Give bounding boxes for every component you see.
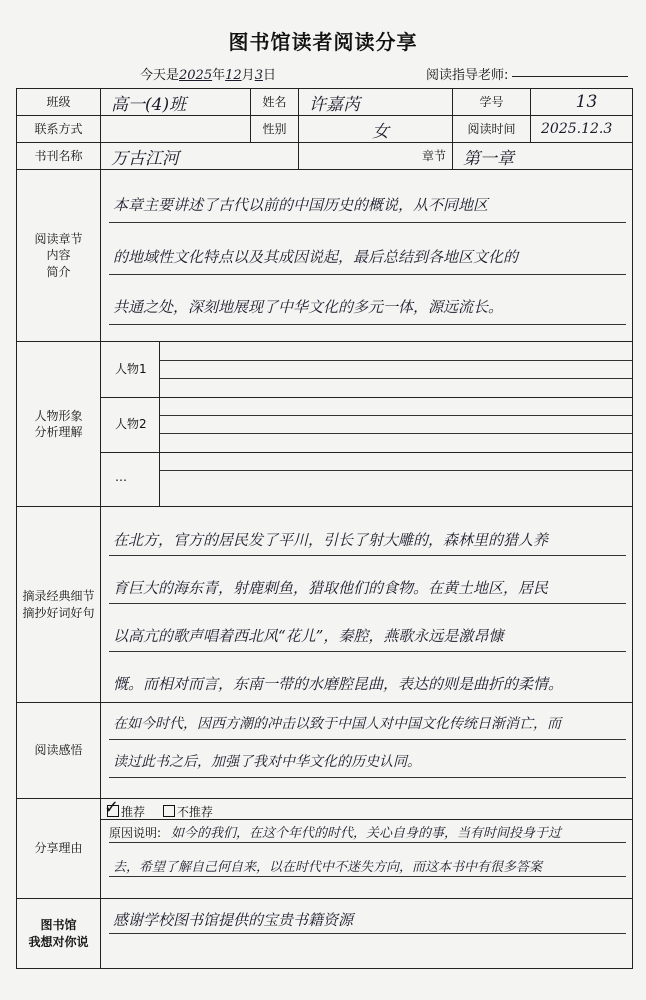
gender-value[interactable]: 女 (299, 116, 453, 143)
character-1-field[interactable] (159, 342, 632, 397)
character-2-field[interactable] (159, 397, 632, 452)
not-recommend-label: 不推荐 (176, 805, 213, 819)
date-prefix: 今天是 (140, 68, 180, 83)
excerpt-area[interactable] (101, 507, 633, 703)
character-1-label: 人物1 (115, 362, 147, 376)
teacher-underline (512, 76, 628, 77)
characters-area (101, 342, 633, 507)
feelings-text-2: 读过此书之后，加强了我对中华文化的历史认同。 (113, 754, 421, 770)
name-label: 姓名 (251, 89, 299, 116)
character-2-label: 人物2 (115, 417, 147, 431)
recommend-label: 推荐 (121, 805, 146, 819)
contact-label: 联系方式 (17, 116, 101, 143)
chapter-label: 章节 (299, 143, 453, 170)
reason-line (109, 842, 626, 843)
feelings-area[interactable] (101, 703, 633, 799)
summary-line (109, 222, 626, 223)
excerpt-text-2: 育巨大的海东青，射鹿刺鱼，猎取他们的食物。在黄土地区，居民 (113, 579, 549, 597)
date-line (140, 64, 276, 83)
to-library-label: 图书馆 我想对你说 (17, 899, 101, 969)
summary-label: 阅读章节 内容 简介 (17, 170, 101, 342)
form-table (16, 88, 633, 969)
reason-prefix: 原因说明: (109, 826, 162, 840)
reason-line (109, 876, 626, 877)
student-no-label: 学号 (453, 89, 531, 116)
reason-text-2: 去，希望了解自己何自来，以在时代中不迷失方向，而这本书中有很多答案 (113, 860, 543, 875)
read-time-value[interactable]: 2025.12.3 (531, 116, 633, 143)
excerpt-label: 摘录经典细节 摘抄好词好句 (17, 507, 101, 703)
reason-text-1: 如今的我们，在这个年代的时代，关心自身的事，当有时间投身于过 (171, 826, 562, 841)
feelings-line (109, 739, 626, 740)
to-library-text: 感谢学校图书馆提供的宝贵书籍资源 (113, 911, 354, 929)
gender-label: 性别 (251, 116, 299, 143)
feelings-line (109, 777, 626, 778)
recommend-options (104, 797, 213, 820)
feelings-label: 阅读感悟 (17, 703, 101, 799)
character-more-label: … (115, 470, 127, 484)
excerpt-text-4: 慨。而相对而言，东南一带的水磨腔昆曲，表达的则是曲折的柔情。 (113, 675, 564, 693)
excerpt-text-1: 在北方，官方的居民发了平川，引长了射大雕的，森林里的猎人养 (113, 531, 549, 549)
excerpt-line (109, 603, 626, 604)
summary-line (109, 324, 626, 325)
book-name-label: 书刊名称 (17, 143, 101, 170)
to-library-line (109, 933, 626, 934)
read-time-label: 阅读时间 (453, 116, 531, 143)
excerpt-text-3: 以高亢的歌声唱着西北风“花儿”，秦腔，燕歌永远是激昂慷 (113, 627, 504, 645)
summary-area[interactable] (101, 170, 633, 342)
characters-label: 人物形象 分析理解 (17, 342, 101, 507)
summary-text-3: 共通之处，深刻地展现了中华文化的多元一体，源远流长。 (113, 298, 504, 316)
to-library-area[interactable] (101, 899, 633, 969)
page-title: 图书馆读者阅读分享 (228, 30, 418, 54)
class-label: 班级 (17, 89, 101, 116)
date-month-unit: 月 (241, 68, 255, 83)
date-month: 12 (225, 68, 242, 83)
summary-text-2: 的地域性文化特点以及其成因说起，最后总结到各地区文化的 (113, 248, 519, 266)
reason-text-area[interactable] (101, 819, 632, 898)
excerpt-line (109, 555, 626, 556)
character-more-field[interactable] (159, 452, 632, 507)
date-day: 3 (254, 68, 263, 83)
reason-label: 分享理由 (17, 799, 101, 899)
contact-value[interactable] (101, 116, 251, 143)
excerpt-line (109, 651, 626, 652)
date-year-unit: 年 (212, 68, 226, 83)
character-row (101, 342, 632, 398)
book-name-value[interactable]: 万古江河 (101, 143, 299, 170)
class-value[interactable]: 高一(4)班 (101, 89, 251, 116)
character-row (101, 397, 632, 453)
feelings-text-1: 在如今时代，因西方潮的冲击以致于中国人对中国文化传统日渐消亡，而 (113, 716, 561, 732)
name-value[interactable]: 许嘉芮 (299, 89, 453, 116)
date-day-unit: 日 (262, 68, 276, 83)
chapter-value[interactable]: 第一章 (453, 143, 633, 170)
reason-area (101, 799, 633, 899)
summary-line (109, 274, 626, 275)
checkmark-icon: ✓ (104, 797, 120, 818)
teacher-label: 阅读指导老师: (426, 68, 509, 83)
summary-text-1: 本章主要讲述了古代以前的中国历史的概说，从不同地区 (113, 196, 489, 214)
not-recommend-checkbox[interactable] (163, 805, 213, 819)
student-no-value[interactable]: 13 (531, 89, 633, 116)
character-row (101, 452, 632, 507)
recommend-checkbox[interactable] (104, 797, 149, 819)
date-year: 2025 (179, 68, 213, 83)
checkbox-icon (163, 805, 175, 817)
